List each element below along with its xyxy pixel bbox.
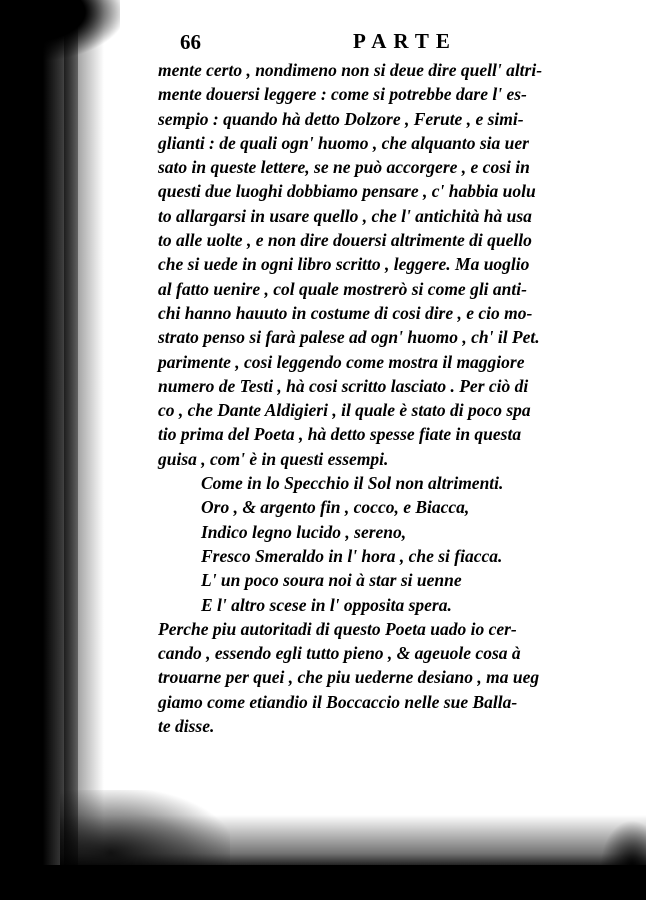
verse-line: Fresco Smeraldo in l' hora , che si fiacca. [201, 545, 503, 566]
page-text [158, 58, 598, 738]
text-line: cando , essendo egli tutto pieno , & ageuole cosa à [158, 643, 521, 664]
text-line: te disse. [158, 716, 215, 737]
corner-smudge [600, 820, 646, 880]
text-line: sato in queste lettere, se ne può accorgere , e cosi in [158, 157, 530, 178]
text-line: to allargarsi in usare quello , che l' antichità hà usa [158, 205, 532, 226]
text-line: mente certo , nondimeno non si deue dire quell' altri- [158, 60, 543, 80]
text-line: glianti : de quali ogn' huomo , che alquanto sia uer [158, 132, 529, 153]
verse-line: Oro , & argento fin , cocco, e Biacca, [201, 497, 470, 518]
text-line: numero de Testi , hà cosi scritto lasciato . Per ciò di [158, 375, 529, 396]
text-line: Perche piu autoritadi di questo Poeta uado io cer- [158, 618, 517, 639]
text-line: co , che Dante Aldigieri , il quale è stato di poco spa [158, 400, 531, 421]
page-bottom-edge [0, 865, 646, 900]
running-head: PARTE [353, 29, 457, 53]
verse-line: Come in lo Specchio il Sol non altrimenti. [201, 473, 504, 494]
text-line: chi hanno hauuto in costume di cosi dire , e cio mo- [158, 302, 533, 323]
verse-line: Indico legno lucido , sereno, [201, 521, 407, 542]
text-line: sempio : quando hà detto Dolzore , Ferute , e simi- [158, 108, 524, 129]
gutter-shadow [64, 0, 104, 900]
text-line: mente douersi leggere : come si potrebbe dare l' es- [158, 84, 527, 105]
text-line: guisa , com' è in questi essempi. [158, 448, 389, 469]
verse-line: L' un poco soura noi à star si uenne [201, 570, 462, 591]
text-line: al fatto uenire , col quale mostrerò si come gli anti- [158, 278, 527, 299]
text-line: tio prima del Poeta , hà detto spesse fiate in questa [158, 424, 522, 445]
text-line: che si uede in ogni libro scritto , leggere. Ma uoglio [158, 254, 530, 275]
text-line: parimente , cosi leggendo come mostra il maggiore [158, 351, 525, 372]
scan-blot [0, 0, 120, 60]
text-line: strato penso si farà palese ad ogn' huomo , ch' il Pet. [158, 327, 540, 348]
page-number: 66 [180, 30, 201, 54]
text-line: questi due luoghi dobbiamo pensare , c' habbia uolu [158, 181, 536, 202]
verse-line: E l' altro scese in l' opposita spera. [201, 594, 452, 615]
text-line: giamo come etiandio il Boccaccio nelle sue Balla- [158, 691, 518, 712]
text-line: trouarne per quei , che piu uederne desiano , ma ueg [158, 667, 540, 688]
text-line: to alle uolte , e non dire douersi altrimente di quello [158, 230, 532, 251]
